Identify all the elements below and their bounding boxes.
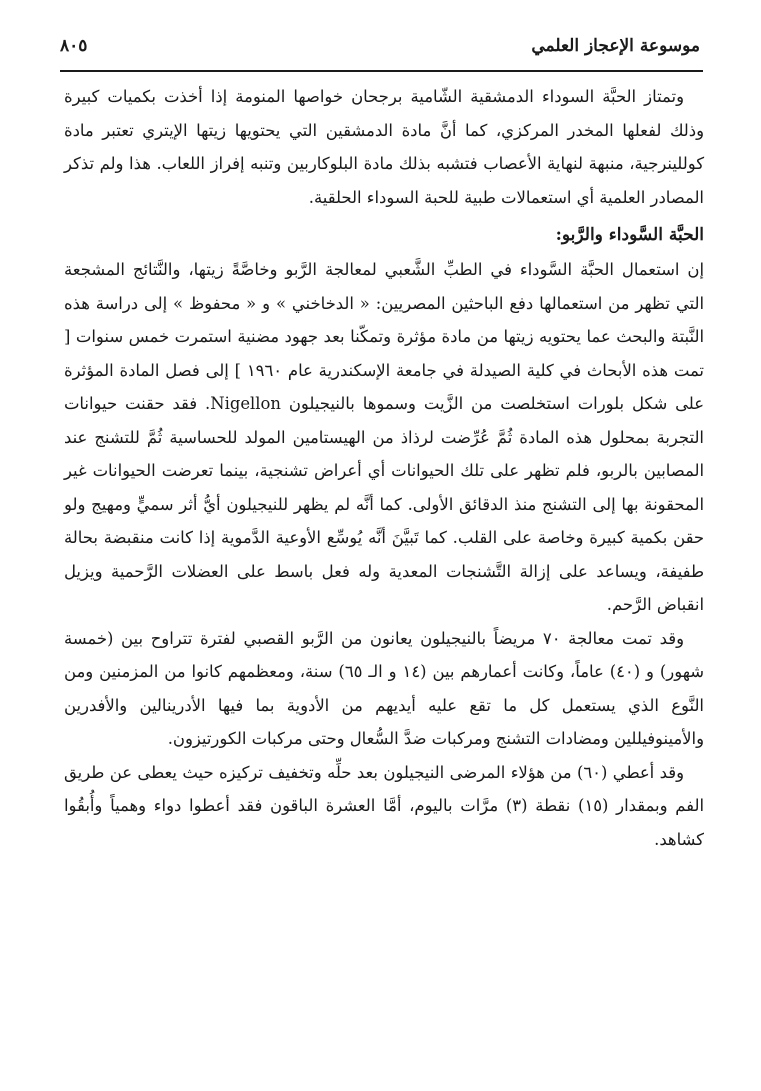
running-header	[60, 30, 700, 70]
book-title: موسوعة الإعجاز العلمي	[531, 36, 700, 56]
header-divider	[60, 70, 703, 72]
paragraph-asthma-patients: وقد تمت معالجة ٧٠ مريضاً بالنيجيلون يعانون من الرَّبو القصبي لفترة تتراوح بين (خمسة شهور) و (٤٠) عاماً، وكانت أعمارهم بين (١٤ و الـ ٦٥) سنة، ومعظمهم كانوا من المزمنين ومن النَّوع الذي يستعمل كل ما تقع عليه أيديهم من الأدوية بما فيها الأدرينالين والأفدرين والأمينوفيللين ومضادات التشنج ومركبات ضدَّ السُّعال وحتى مركبات الكورتيزون.	[64, 628, 704, 748]
body-text	[64, 80, 704, 856]
section-heading: الحبَّة السَّوداء والرَّبو:	[555, 225, 704, 245]
paragraph-dosage: وقد أعطي (٦٠) من هؤلاء المرضى النيجيلون بعد حلِّه وتخفيف تركيزه حيث يعطى عن طريق الفم وبمقدار (١٥) نقطة (٣) مرَّات باليوم، أمَّا العشرة الباقون فقد أعطوا دواء وهمياً وأُبقُوا كشاهد.	[64, 762, 704, 849]
paragraph-sleep-effects: وتمتاز الحبَّة السوداء الدمشقية الشّامية برجحان خواصها المنومة إذا أخذت بكميات كبيرة وذلك لفعلها المخدر المركزي، كما أنَّ مادة الدمشقين التي يحتويها زيتها الإيتري تعتبر مادة كوللينرجية، منبهة لنهاية الأعصاب فتشبه بذلك مادة البلوكاربين وتنبه إفراز اللعاب. هذا ولم تذكر المصادر العلمية أي استعمالات طبية للحبة السوداء الحلقية.	[64, 87, 704, 207]
paragraph-nigellon-research: إن استعمال الحبَّة السَّوداء في الطبِّ الشَّعبي لمعالجة الرَّبو وخاصَّةً زيتها، والنَّتائج المشجعة التي تظهر من استعمالها دفع الباحثين المصريين: « الدخاخني » و « محفوظ » إلى دراسة هذه النَّبتة والبحث عما يحتويه زيتها من مادة مؤثرة وتمكّنا بعد جهود مضنية استمرت خمس سنوات [ تمت هذه الأبحاث في كلية الصيدلة في جامعة الإسكندرية عام ١٩٦٠ ] إلى فصل المادة المؤثرة على شكل بلورات استخلصت من الزَّيت وسموها بالنيجيلون Nigellon. فقد حقنت حيوانات التجربة بمحلول هذه المادة ثُمَّ عُرِّضت لرذاذ من الهيستامين المولد للحساسية ثُمَّ للتشنج عند المصابين بالربو، فلم تظهر على تلك الحيوانات أي أعراض تشنجية، بينما تعرضت الحيوانات غير المحقونة بها إلى التشنج منذ الدقائق الأولى. كما أنَّه لم يظهر للنيجيلون أيُّ أثر سميٍّ ومهيج ولو حقن بكمية كبيرة وخاصة على القلب. كما تَبيَّنَ أنَّه يُوسِّع الأوعية الدَّموية إذا كانت منقبضة بحالة طفيفة، ويساعد على إزالة التَّشنجات المعدية وله فعل باسط على العضلات الرَّحمية ويزيل انقباض الرَّحم.	[64, 260, 704, 614]
page-number: ٨٠٥	[60, 36, 88, 56]
